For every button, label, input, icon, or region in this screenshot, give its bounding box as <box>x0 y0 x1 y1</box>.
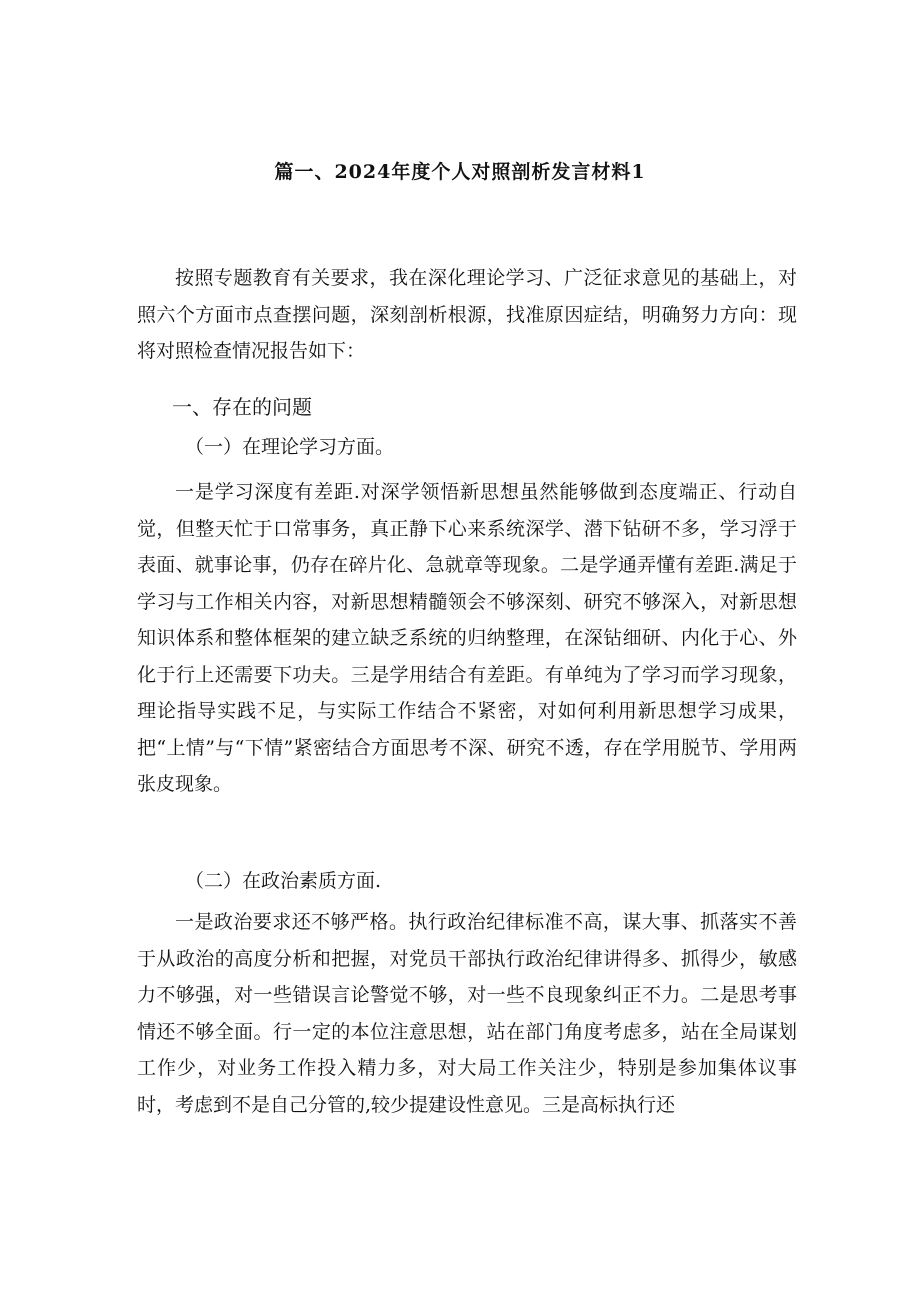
political-quality-paragraph: 一是政治要求还不够严格。执行政治纪律标准不高，谋大事、抓落实不善于从政治的高度分析和把握，对党员干部执行政治纪律讲得多、抓得少，敏感力不够强，对一些错误言论警觉不够，对一些不良现象纠正不力。二是思考事情还不够全面。行一定的本位注意思想，站在部门角度考虑多，站在全局谋划工作少，对业务工作投入精力多，对大局工作关注少，特别是参加集体议事时，考虑到不是自己分管的,较少提建设性意见。三是高标执行还 <box>137 911 797 1116</box>
subsection-heading-political: （二）在政治素质方面. <box>185 870 382 892</box>
theory-study-paragraph: 一是学习深度有差距.对深学领悟新思想虽然能够做到态度端正、行动自觉，但整天忙于口常事务，真正静下心来系统深学、潜下钻研不多，学习浮于表面、就事论事，仍存在碎片化、急就章等现象。二是学通弄懂有差距.满足于学习与工作相关内容，对新思想精髓领会不够深刻、研究不够深入，对新思想知识体系和整体框架的建立缺乏系统的归纳整理，在深钻细研、内化于心、外化于行上还需要下功夫。三是学用结合有差距。有单纯为了学习而学习现象，理论指导实践不足，与实际工作结合不紧密，对如何利用新思想学习成果，把“上情”与“下情”紧密结合方面思考不深、研究不透，存在学用脱节、学用两张皮现象。 <box>137 481 797 795</box>
document-title: 篇一、2024年度个人对照剖析发言材料1 <box>274 161 646 183</box>
intro-paragraph: 按照专题教育有关要求，我在深化理论学习、广泛征求意见的基础上，对照六个方面市点查摆问题，深刻剖析根源，找准原因症结，明确努力方向：现将对照检查情况报告如下： <box>137 267 797 362</box>
section-heading-problems: 一、存在的问题 <box>172 395 312 419</box>
subsection-heading-theory: （一）在理论学习方面。 <box>185 436 395 458</box>
